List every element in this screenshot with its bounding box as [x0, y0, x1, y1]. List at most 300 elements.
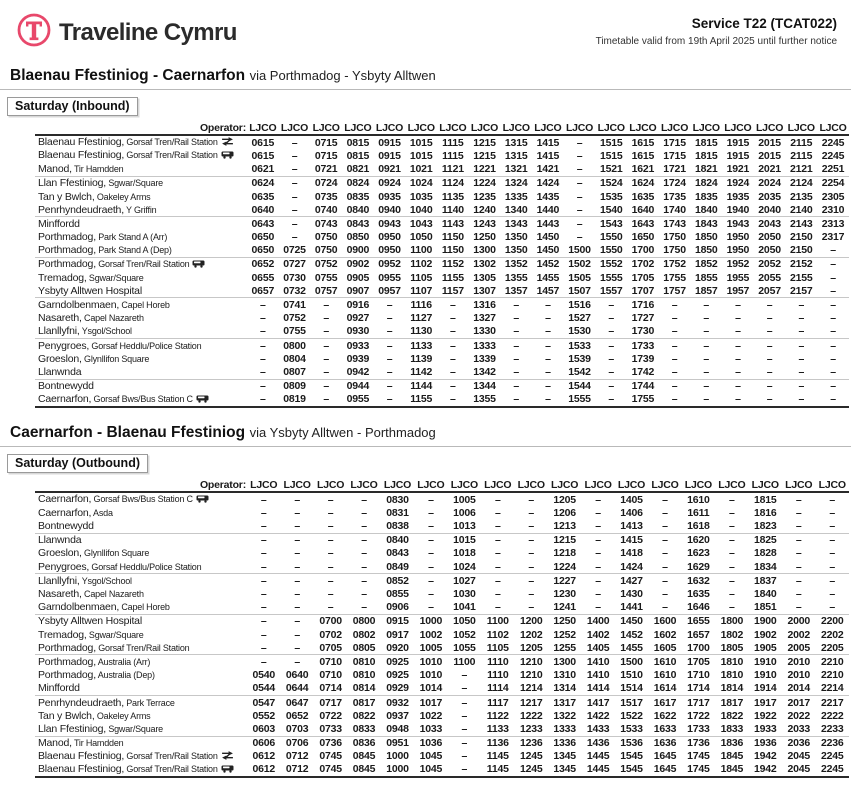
timetable-inbound: [35, 121, 849, 408]
time-cell: 0830: [386, 493, 409, 506]
stop-detail: Glynllifon Square: [81, 353, 150, 364]
time-cell: 1027: [453, 574, 476, 587]
time-cell: –: [291, 177, 298, 190]
time-cell: –: [437, 325, 469, 339]
time-cell: 1452: [620, 628, 643, 641]
stop-label: [35, 339, 247, 353]
time-cell: 1136: [486, 737, 509, 750]
time-cell: 0712: [285, 750, 309, 763]
time-cell: 0916: [346, 299, 370, 312]
time-cell: 1240: [469, 203, 501, 217]
time-cell: 1315: [504, 136, 528, 149]
time-cell: 1336: [553, 737, 576, 750]
time-cell: –: [294, 615, 300, 628]
time-cell: 0624: [251, 177, 275, 190]
time-cell: –: [294, 493, 300, 506]
time-cell: 1300: [553, 655, 576, 668]
bus-icon: [196, 394, 209, 406]
time-cell: –: [545, 312, 551, 325]
time-cell: 0845: [347, 763, 380, 777]
time-cell: 1942: [749, 763, 782, 777]
section-inbound: [0, 67, 851, 408]
time-cell: 0840: [386, 534, 409, 547]
time-cell: –: [428, 588, 434, 601]
time-cell: –: [595, 574, 601, 587]
time-cell: 0915: [378, 136, 401, 149]
time-cell: 1413: [615, 520, 648, 534]
table-row: [35, 669, 849, 682]
time-cell: –: [494, 547, 501, 560]
time-cell: 0951: [386, 737, 409, 750]
time-cell: –: [576, 231, 583, 244]
time-cell: 0843: [386, 547, 409, 560]
time-cell: 1321: [500, 163, 532, 177]
time-cell: –: [795, 534, 802, 547]
time-cell: –: [500, 393, 532, 407]
stop-detail: Asda: [91, 507, 113, 518]
time-cell: 1043: [409, 217, 433, 230]
time-cell: –: [260, 547, 267, 560]
time-cell: 1002: [419, 628, 443, 641]
stop-place: Nasareth,: [38, 312, 82, 325]
time-cell: 1235: [473, 190, 496, 203]
time-cell: –: [595, 534, 601, 547]
time-cell: –: [481, 520, 514, 534]
operator-code: LJCO: [342, 121, 374, 135]
time-cell: 1543: [599, 217, 623, 230]
stop-label: [35, 560, 247, 574]
time-cell: 0955: [378, 271, 401, 284]
stop-detail: Sgwar/Square: [86, 629, 144, 640]
time-cell: 1623: [687, 547, 710, 560]
time-cell: –: [494, 574, 501, 587]
time-cell: 2055: [758, 271, 781, 284]
stop-place: Llan Ffestiniog,: [38, 722, 107, 735]
time-cell: –: [735, 380, 741, 393]
time-cell: 1902: [754, 628, 777, 641]
time-cell: –: [729, 534, 735, 547]
time-cell: 1745: [687, 750, 710, 763]
time-cell: –: [500, 365, 532, 379]
time-cell: 2015: [758, 136, 781, 149]
stop-detail: Sgwar/Square: [106, 178, 163, 189]
time-cell: 1834: [749, 560, 782, 574]
time-cell: 2052: [758, 258, 781, 271]
time-cell: 1455: [536, 271, 560, 284]
time-cell: –: [361, 534, 367, 547]
stop-label: [35, 587, 247, 600]
time-cell: –: [576, 177, 583, 190]
stop-place: Tremadog,: [38, 271, 87, 284]
time-cell: 1045: [419, 750, 443, 763]
time-cell: 1050: [453, 615, 476, 628]
time-cell: 1121: [437, 163, 469, 177]
bus-icon: [221, 764, 234, 776]
table-row: [35, 750, 849, 763]
time-cell: 2024: [758, 177, 781, 190]
time-cell: 0750: [310, 244, 342, 258]
time-cell: –: [595, 393, 627, 407]
time-cell: 1600: [653, 615, 677, 628]
time-cell: 1443: [536, 217, 560, 230]
stop-detail: Gorsaf Heddlu/Police Station: [89, 340, 202, 351]
time-cell: 1950: [722, 244, 754, 258]
time-cell: 1816: [754, 506, 777, 519]
time-cell: 0755: [279, 325, 311, 339]
time-cell: 1742: [627, 365, 659, 379]
day-label-outbound: Saturday (Outbound): [7, 454, 148, 473]
time-cell: 1017: [419, 696, 443, 709]
time-cell: 1245: [519, 750, 543, 763]
table-row: [35, 587, 849, 600]
operator-code: LJCO: [437, 121, 469, 135]
route-via: via Porthmadog - Ysbyty Alltwen: [249, 68, 436, 83]
time-cell: 2135: [789, 190, 813, 203]
stop-label: [35, 176, 247, 190]
time-cell: –: [347, 520, 380, 534]
time-cell: 1533: [615, 722, 648, 736]
time-cell: 1150: [437, 244, 469, 258]
time-cell: 1705: [687, 655, 710, 668]
time-cell: –: [671, 352, 678, 365]
time-cell: 1327: [473, 312, 496, 325]
table-row: [35, 614, 849, 628]
table-row: [35, 163, 849, 177]
table-row: [35, 231, 849, 244]
time-cell: 0740: [310, 203, 342, 217]
stop-place: Porthmadog,: [38, 257, 96, 270]
time-cell: 1843: [694, 217, 718, 230]
time-cell: –: [437, 365, 469, 379]
time-cell: 1339: [473, 352, 496, 365]
time-cell: 1821: [690, 163, 722, 177]
table-row: [35, 149, 849, 162]
time-cell: 1635: [631, 190, 655, 203]
time-cell: 0937: [386, 709, 409, 722]
traveline-logo-icon: [16, 12, 52, 53]
table-row: [35, 190, 849, 203]
time-cell: 1355: [504, 271, 528, 284]
stop-place: Tremadog,: [38, 628, 87, 641]
time-cell: 2124: [789, 177, 813, 190]
time-cell: 1805: [715, 641, 748, 655]
operator-code: LJCO: [314, 478, 347, 492]
time-cell: 1618: [682, 520, 715, 534]
stop-place: Caernarfon,: [38, 506, 92, 519]
time-cell: –: [494, 588, 501, 601]
time-cell: –: [294, 588, 300, 601]
time-cell: –: [576, 190, 583, 203]
brand: [16, 12, 237, 53]
time-cell: –: [817, 325, 849, 339]
operator-code: LJCO: [532, 121, 564, 135]
time-cell: 0745: [314, 763, 347, 777]
time-cell: 0735: [314, 190, 338, 203]
stop-label: [35, 231, 247, 244]
time-cell: 1539: [568, 352, 591, 365]
time-cell: 1202: [519, 628, 543, 641]
time-cell: –: [671, 299, 678, 312]
time-cell: 1233: [515, 722, 548, 736]
time-cell: –: [815, 520, 849, 534]
time-cell: –: [729, 547, 735, 560]
stop-place: Manod,: [38, 737, 72, 750]
time-cell: 1206: [553, 506, 576, 519]
operator-code: LJCO: [817, 121, 849, 135]
time-cell: –: [830, 299, 836, 312]
time-cell: –: [428, 547, 434, 560]
stop-detail: Tir Hamdden: [71, 738, 124, 749]
operator-row: [35, 121, 849, 135]
stop-detail: Sgwar/Square: [86, 272, 144, 283]
time-cell: 0849: [381, 560, 414, 574]
time-cell: 1150: [441, 231, 464, 244]
operator-code: LJCO: [715, 478, 748, 492]
time-cell: –: [564, 203, 596, 217]
time-cell: 2010: [787, 669, 810, 682]
time-cell: –: [830, 380, 836, 393]
time-cell: 0547: [252, 696, 275, 709]
time-cell: –: [766, 380, 773, 393]
time-cell: 0925: [386, 655, 409, 668]
time-cell: –: [817, 393, 849, 407]
time-cell: –: [260, 615, 267, 628]
stop-label: [35, 284, 247, 298]
time-cell: 1100: [486, 615, 509, 628]
time-cell: 1243: [473, 217, 496, 230]
time-cell: 1615: [631, 136, 655, 149]
time-cell: 1105: [481, 641, 514, 655]
time-cell: –: [450, 352, 456, 365]
time-cell: –: [671, 312, 678, 325]
stop-label: [35, 298, 247, 312]
time-cell: 1836: [720, 737, 744, 750]
stop-detail: Gorsaf Tren/Rail Station: [124, 150, 218, 161]
time-cell: 1000: [419, 615, 443, 628]
time-cell: –: [545, 339, 551, 352]
time-cell: –: [260, 339, 266, 352]
time-cell: 1517: [620, 696, 643, 709]
stop-detail: Park Terrace: [123, 697, 175, 708]
time-cell: –: [528, 506, 535, 519]
time-cell: –: [291, 231, 298, 244]
time-cell: –: [782, 560, 815, 574]
time-cell: –: [448, 722, 481, 736]
time-cell: 1344: [473, 380, 496, 393]
time-cell: 1345: [553, 750, 576, 763]
time-cell: 0948: [381, 722, 414, 736]
time-cell: 1000: [386, 750, 409, 763]
time-cell: –: [671, 380, 678, 393]
stop-label: [35, 695, 247, 709]
time-cell: 0807: [279, 365, 311, 379]
time-cell: –: [595, 493, 601, 506]
stop-detail: Park Stand A (Dep): [95, 245, 172, 256]
time-cell: 1733: [682, 722, 715, 736]
time-cell: 1015: [409, 149, 433, 162]
operator-code: LJCO: [247, 478, 280, 492]
time-cell: 2140: [785, 203, 817, 217]
time-cell: 1214: [515, 682, 548, 696]
table-row: [35, 601, 849, 615]
time-cell: 1505: [568, 271, 591, 284]
time-cell: 1114: [481, 682, 514, 696]
stop-detail: Tir Hamdden: [71, 164, 124, 175]
time-cell: 1617: [653, 696, 677, 709]
time-cell: 1857: [690, 284, 722, 298]
time-cell: 0644: [280, 682, 313, 696]
stop-label: [35, 722, 247, 736]
time-cell: 0810: [352, 669, 376, 682]
time-cell: –: [703, 312, 710, 325]
time-cell: 1045: [414, 763, 447, 777]
time-cell: 1352: [504, 258, 528, 271]
time-cell: 2002: [787, 628, 810, 641]
time-cell: 1855: [694, 271, 718, 284]
time-cell: –: [766, 312, 773, 325]
time-cell: –: [374, 325, 406, 339]
time-cell: 1833: [715, 722, 748, 736]
time-cell: –: [722, 365, 754, 379]
time-cell: 1622: [653, 709, 677, 722]
time-cell: –: [513, 352, 520, 365]
time-cell: –: [450, 312, 456, 325]
time-cell: 0736: [319, 737, 342, 750]
time-cell: 1450: [532, 244, 564, 258]
time-cell: 0800: [352, 615, 376, 628]
time-cell: 1417: [586, 696, 610, 709]
time-cell: –: [513, 299, 520, 312]
time-cell: –: [608, 339, 615, 352]
stop-label: [35, 763, 247, 777]
time-cell: 1400: [586, 615, 610, 628]
time-cell: 1645: [653, 750, 677, 763]
time-cell: 1752: [663, 258, 686, 271]
time-cell: 1845: [715, 763, 748, 777]
time-cell: –: [428, 574, 434, 587]
time-cell: 1757: [659, 284, 691, 298]
stop-label: [35, 736, 247, 750]
time-cell: –: [461, 669, 468, 682]
time-cell: 1924: [726, 177, 750, 190]
time-cell: 1305: [473, 271, 496, 284]
time-cell: 0921: [374, 163, 406, 177]
time-cell: –: [830, 271, 836, 284]
time-cell: 1750: [663, 231, 686, 244]
time-cell: 1507: [564, 284, 596, 298]
table-row: [35, 506, 849, 519]
operator-code: LJCO: [564, 121, 596, 135]
stop-place: Penrhyndeudraeth,: [38, 203, 124, 216]
time-cell: –: [294, 574, 300, 587]
time-cell: 2313: [821, 217, 845, 230]
time-cell: 1544: [568, 380, 591, 393]
time-cell: 0850: [346, 231, 370, 244]
time-cell: –: [829, 534, 836, 547]
time-cell: 1705: [631, 271, 655, 284]
time-cell: 0606: [252, 737, 275, 750]
operator-code: LJCO: [279, 121, 311, 135]
time-cell: 0752: [314, 258, 338, 271]
time-cell: 1241: [548, 601, 581, 615]
time-cell: –: [515, 560, 548, 574]
time-cell: 0727: [283, 258, 306, 271]
time-cell: –: [829, 506, 836, 519]
stop-place: Penygroes,: [38, 339, 90, 352]
time-cell: –: [450, 380, 456, 393]
time-cell: –: [829, 574, 836, 587]
time-cell: –: [528, 493, 535, 506]
stop-place: Groeslon,: [38, 352, 82, 365]
time-cell: 1343: [504, 217, 528, 230]
time-cell: 2202: [820, 628, 844, 641]
time-cell: 1210: [519, 655, 543, 668]
table-row: [35, 176, 849, 190]
stop-label: [35, 379, 247, 393]
time-cell: 2121: [785, 163, 817, 177]
time-cell: 2057: [754, 284, 786, 298]
stop-detail: Ysgol/School: [79, 575, 132, 586]
time-cell: –: [648, 520, 681, 534]
time-cell: 2033: [782, 722, 815, 736]
operator-code: LJCO: [405, 121, 437, 135]
time-cell: 0831: [386, 506, 409, 519]
time-cell: –: [829, 493, 836, 506]
time-cell: 1915: [726, 136, 750, 149]
time-cell: 0721: [310, 163, 342, 177]
time-cell: 2045: [782, 763, 815, 777]
time-cell: –: [347, 560, 380, 574]
time-cell: 1629: [682, 560, 715, 574]
stop-place: Ysbyty Alltwen Hospital: [38, 615, 142, 628]
time-cell: –: [386, 299, 393, 312]
time-cell: –: [386, 312, 393, 325]
time-cell: 1510: [620, 669, 643, 682]
stop-label: [35, 325, 247, 339]
time-cell: –: [648, 601, 681, 615]
stop-place: Groeslon,: [38, 547, 82, 560]
time-cell: 0732: [279, 284, 311, 298]
time-cell: –: [690, 325, 722, 339]
time-cell: 0814: [347, 682, 380, 696]
table-row: [35, 695, 849, 709]
bus-icon: [192, 259, 205, 271]
time-cell: 1218: [553, 547, 576, 560]
time-cell: –: [576, 217, 583, 230]
time-cell: 1140: [437, 203, 469, 217]
stop-detail: Oakeley Arms: [94, 710, 151, 721]
time-cell: 1840: [690, 203, 722, 217]
time-cell: 0710: [319, 669, 342, 682]
stop-place: Porthmadog,: [38, 244, 96, 257]
time-cell: 1716: [631, 299, 655, 312]
time-cell: –: [260, 574, 267, 587]
bus-icon: [221, 150, 234, 162]
time-cell: 1707: [627, 284, 659, 298]
time-cell: 1500: [564, 244, 596, 258]
stop-label: [35, 149, 247, 162]
time-cell: 1055: [448, 641, 481, 655]
table-row: [35, 339, 849, 353]
time-cell: 2050: [758, 231, 781, 244]
time-cell: 1415: [536, 136, 560, 149]
time-cell: 0817: [352, 696, 376, 709]
stop-detail: Y Griffin: [123, 204, 157, 215]
time-cell: 2233: [815, 722, 849, 736]
time-cell: 1035: [409, 190, 433, 203]
time-cell: –: [782, 601, 815, 615]
time-cell: –: [448, 682, 481, 696]
